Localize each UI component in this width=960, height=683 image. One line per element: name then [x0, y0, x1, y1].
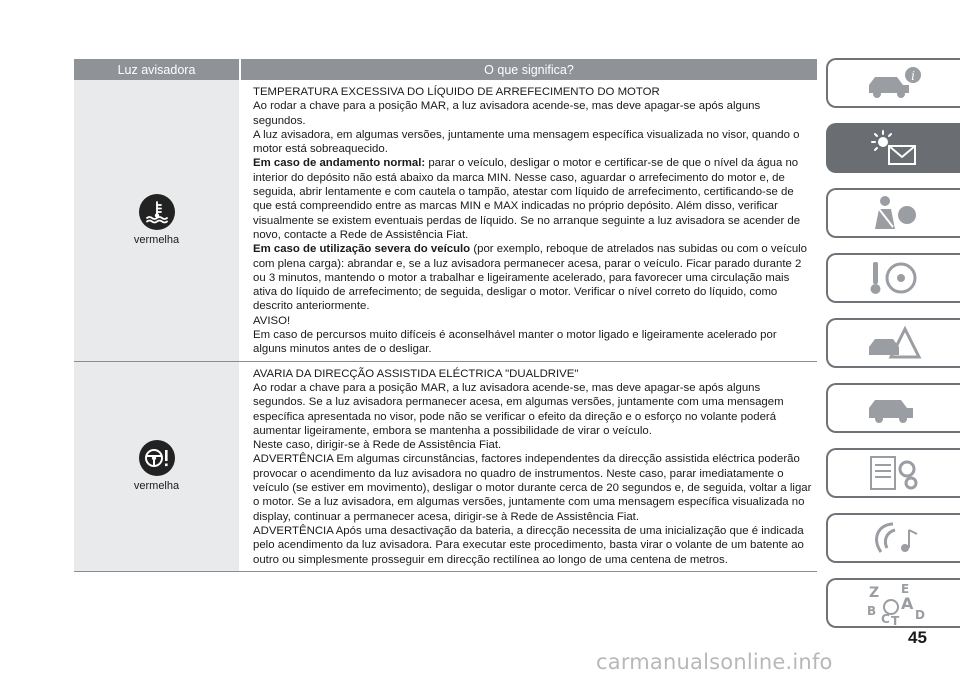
- table-header: [74, 59, 817, 80]
- description-cell: [239, 362, 817, 571]
- table-row: [74, 80, 817, 362]
- paragraph: Em caso de utilização severa do veículo (por exemplo, reboque de atrelados nas subidas ou com o veículo com plena carga): abrandar e, se a luz avisadora permanecer acesa, parar o veículo. Ficar parado durante 2 ou 3 minutos, mantendo o motor a trabalhar e ligeiramente acelerado, para favorecer uma circulação mais ativa do líquido de arrefecimento; de seguida, desligar o motor. Verificar o nível correto do líquido, como descrito anteriormente.: [253, 243, 808, 313]
- paragraph: TEMPERATURA EXCESSIVA DO LÍQUIDO DE ARREFECIMENTO DO MOTOR: [253, 86, 660, 98]
- tab-technical-data[interactable]: [826, 448, 960, 498]
- paragraph: Em caso de andamento normal: parar o veículo, desligar o motor e certificar-se de que o nível da água no interior do depósito não está abaixo da marca MIN. Nesse caso, aguardar o arrefecimento do motor e, de seguida, abrir lentamente e com cautela o tampão, atestar com líquido de arrefecimento, certificando-se de que está compreendido entre as marcas MIN e MAX indicadas no próprio depósito. Além disso, verificar visualmente se existem eventuais perdas de líquido. Se no arranque seguinte a luz avisadora se acender de novo, contacte a Rede de Assistência Fiat.: [253, 157, 801, 241]
- paragraph: AVISO!: [253, 314, 291, 327]
- paragraph: ADVERTÊNCIA Em algumas circunstâncias, factores independentes da direcção assistida eléctrica poderão provocar o acendimento da luz avisadora no quadro de instrumentos. Neste caso, parar imediatamente o veículo (se estiver em movimento), desligar o motor durante cerca de 20 segundos e, de seguida, voltar a ligar o motor. Se a luz avisadora, em algumas versões, juntamente com uma mensagem específica visualizada no display, continuar a permanecer acesa, dirigir-se à Rede de Assistência Fiat.: [253, 453, 812, 523]
- svg-text:i: i: [911, 69, 915, 83]
- power-steering-warning-icon: [139, 440, 175, 476]
- paragraph: Ao rodar a chave para a posição MAR, a luz avisadora acende-se, mas deve apagar-se após alguns segundos.: [253, 100, 761, 127]
- icon-cell: [74, 362, 239, 571]
- tab-multimedia[interactable]: [826, 513, 960, 563]
- paragraph: ADVERTÊNCIA Após uma desactivação da bateria, a direcção necessita de uma inicialização que é indicada pelo acendimento da luz avisadora. Para executar este procedimento, basta virar o volante de um batente ao outro ou simplesmente prosseguir em direcção rectilínea ao longo de uma centena de metros.: [253, 524, 804, 566]
- paragraph: AVARIA DA DIRECÇÃO ASSISTIDA ELÉCTRICA "DUALDRIVE": [253, 367, 579, 380]
- svg-text:E: E: [901, 582, 910, 596]
- seatbelt-airbag-icon: [861, 193, 927, 233]
- tab-safety[interactable]: [826, 188, 960, 238]
- svg-text:Z: Z: [869, 585, 880, 601]
- watermark: carmanualsonline.info: [596, 650, 833, 674]
- paragraph: A luz avisadora, em algumas versões, juntamente uma mensagem específica visualizada no visor, quando o motor está sobreaquecido.: [253, 128, 800, 156]
- svg-text:A: A: [901, 594, 914, 613]
- svg-text:D: D: [915, 608, 925, 622]
- multimedia-music-icon: [861, 518, 927, 558]
- tab-warning-lights[interactable]: [826, 123, 960, 173]
- coolant-temperature-icon: [139, 194, 175, 230]
- paragraph: Em caso de percursos muito difíceis é aconselhável manter o motor ligado e ligeiramente acelerado por alguns minutos antes de o desligar.: [253, 329, 777, 356]
- page-number: 45: [908, 628, 927, 647]
- technical-data-gears-icon: [861, 453, 927, 493]
- tab-starting-driving[interactable]: [826, 253, 960, 303]
- tab-index[interactable]: [826, 578, 960, 628]
- paragraph: Ao rodar a chave para a posição MAR, a luz avisadora acende-se, mas deve apagar-se após alguns segundos. Se a luz avisadora permanecer acesa, em algumas versões, juntamente com uma mensagem específica apresentada no visor, pode não se verificar o efeito da direção e o esforço no volante poderá aumentar ligeiramente, embora se mantenha a possibilidade de virar o veículo.: [253, 381, 784, 437]
- light-color-label: vermelha: [133, 480, 180, 493]
- icon-cell: [74, 80, 239, 361]
- tab-car-info[interactable]: [826, 58, 960, 108]
- svg-text:T: T: [891, 614, 900, 625]
- table-row: [74, 362, 817, 572]
- warning-lights-table: [74, 59, 817, 572]
- warning-light-message-icon: [861, 128, 927, 168]
- tab-emergency[interactable]: [826, 318, 960, 368]
- key-steering-wheel-icon: [861, 258, 927, 298]
- chapter-tabs: [826, 58, 960, 643]
- paragraph: Neste caso, dirigir-se à Rede de Assistência Fiat.: [253, 439, 502, 452]
- header-warning-light: Luz avisadora: [117, 62, 196, 77]
- svg-text:C: C: [881, 612, 890, 625]
- car-info-icon: [861, 63, 927, 103]
- light-color-label: vermelha: [133, 234, 180, 247]
- car-maintenance-icon: [861, 388, 927, 428]
- header-meaning: O que significa?: [239, 59, 817, 80]
- emergency-triangle-icon: [861, 323, 927, 363]
- tab-maintenance[interactable]: [826, 383, 960, 433]
- description-cell: [239, 80, 817, 361]
- alphabetical-index-icon: [861, 581, 927, 625]
- svg-text:B: B: [867, 604, 877, 618]
